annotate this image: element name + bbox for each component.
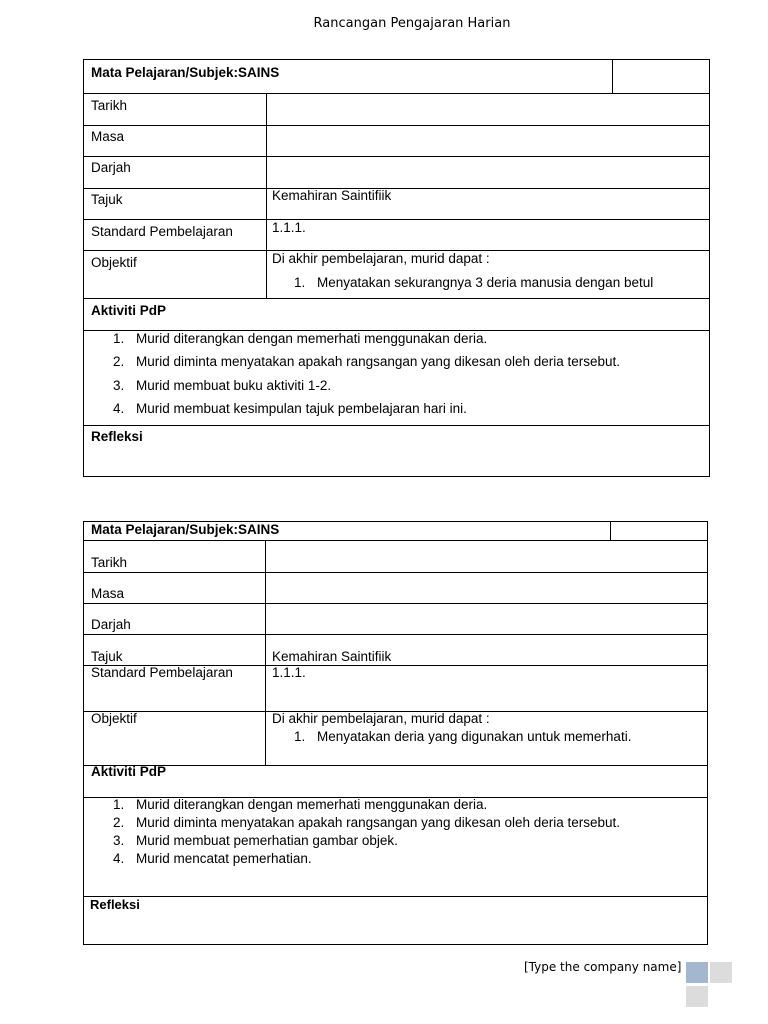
- standard-value: 1.1.1.: [272, 220, 306, 235]
- tarikh-label: Tarikh: [91, 98, 128, 113]
- masa-label: Masa: [91, 586, 125, 601]
- objektif-label: Objektif: [91, 255, 137, 270]
- objektif-item: Menyatakan deria yang digunakan untuk memerhati.: [317, 729, 632, 744]
- tajuk-value: Kemahiran Saintifiik: [272, 649, 392, 664]
- list-number: 2.: [113, 354, 125, 369]
- objektif-intro: Di akhir pembelajaran, murid dapat :: [272, 711, 490, 726]
- objektif-label: Objektif: [91, 711, 137, 726]
- list-number: 1.: [113, 331, 125, 346]
- list-number: 3.: [113, 378, 125, 393]
- aktiviti-item: Murid mencatat pemerhatian.: [136, 851, 312, 866]
- lesson-plan-table-2: [83, 521, 708, 945]
- footer-decoration-square: [686, 986, 708, 1007]
- footer-decoration-square: [686, 962, 708, 983]
- tarikh-label: Tarikh: [91, 555, 128, 570]
- list-number: 4.: [113, 401, 125, 416]
- standard-label: Standard Pembelajaran: [91, 224, 233, 239]
- aktiviti-heading: Aktiviti PdP: [91, 303, 167, 318]
- aktiviti-item: Murid membuat kesimpulan tajuk pembelajaran hari ini.: [136, 401, 467, 416]
- refleksi-heading: Refleksi: [90, 897, 140, 912]
- masa-label: Masa: [91, 129, 125, 144]
- company-name-placeholder[interactable]: [Type the company name]: [524, 960, 682, 974]
- aktiviti-item: Murid diterangkan dengan memerhati menggunakan deria.: [136, 331, 488, 346]
- subject-heading: Mata Pelajaran/Subjek:SAINS: [91, 65, 280, 80]
- aktiviti-heading: Aktiviti PdP: [91, 764, 167, 779]
- objektif-item: Menyatakan sekurangnya 3 deria manusia dengan betul: [317, 275, 654, 290]
- tajuk-label: Tajuk: [91, 192, 123, 207]
- aktiviti-item: Murid membuat buku aktiviti 1-2.: [136, 378, 332, 393]
- aktiviti-item: Murid diterangkan dengan memerhati menggunakan deria.: [136, 797, 488, 812]
- objektif-intro: Di akhir pembelajaran, murid dapat :: [272, 251, 490, 266]
- list-number: 3.: [113, 833, 125, 848]
- list-number: 1.: [294, 275, 306, 290]
- standard-label: Standard Pembelajaran: [91, 665, 233, 680]
- list-number: 1.: [113, 797, 125, 812]
- tajuk-value: Kemahiran Saintifiik: [272, 188, 392, 203]
- aktiviti-item: Murid diminta menyatakan apakah rangsangan yang dikesan oleh deria tersebut.: [136, 815, 621, 830]
- aktiviti-item: Murid membuat pemerhatian gambar objek.: [136, 833, 398, 848]
- standard-value: 1.1.1.: [272, 665, 306, 680]
- footer-decoration-square: [710, 962, 732, 983]
- darjah-label: Darjah: [91, 160, 131, 175]
- darjah-label: Darjah: [91, 617, 131, 632]
- list-number: 1.: [294, 729, 306, 744]
- list-number: 2.: [113, 815, 125, 830]
- page-title: Rancangan Pengajaran Harian: [313, 16, 511, 31]
- list-number: 4.: [113, 851, 125, 866]
- refleksi-heading: Refleksi: [91, 429, 143, 444]
- aktiviti-item: Murid diminta menyatakan apakah rangsangan yang dikesan oleh deria tersebut.: [136, 354, 621, 369]
- subject-heading: Mata Pelajaran/Subjek:SAINS: [91, 522, 280, 537]
- lesson-plan-table-1: [83, 59, 710, 477]
- tajuk-label: Tajuk: [91, 649, 123, 664]
